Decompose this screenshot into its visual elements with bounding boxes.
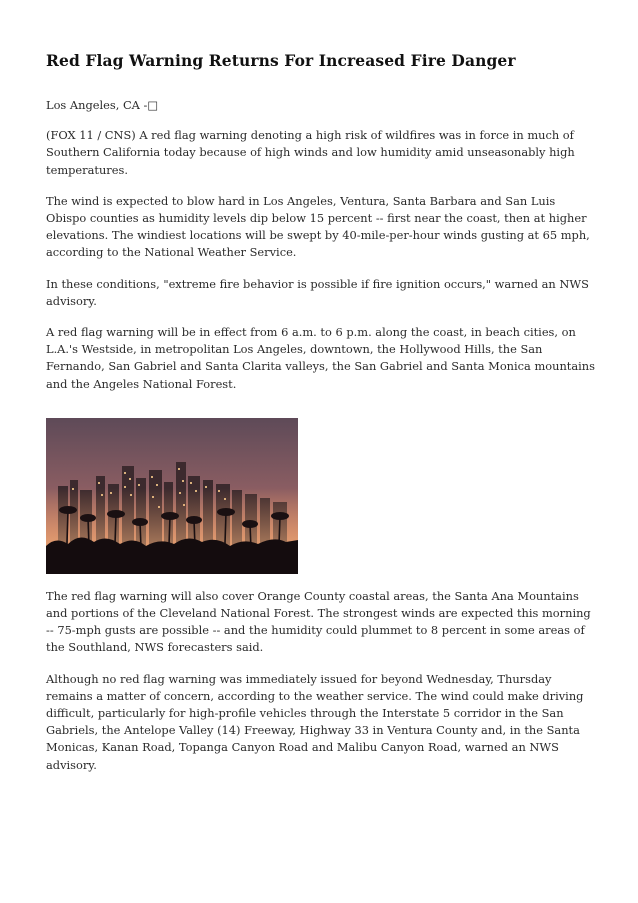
paragraph-5: The red flag warning will also cover Orange County coastal areas, the Santa Ana Mountains and portions of the Cleveland National Forest. The strongest winds are expected this morning -- 75-mph gusts are possible -- and the humidity could plummet to 8 percent in some areas of the Southland, NWS forecasters said.	[46, 588, 591, 655]
paragraph-4: A red flag warning will be in effect from 6 a.m. to 6 p.m. along the coast, in beach cities, on L.A.'s Westside, in metropolitan Los Angeles, downtown, the Hollywood Hills, the San Fernando, San Gabriel and Santa Clarita valleys, the San Gabriel and Santa Monica mountains and the Angeles National Forest.	[46, 325, 595, 391]
paragraph-2: The wind is expected to blow hard in Los Angeles, Ventura, Santa Barbara and San Luis Obispo counties as humidity levels dip below 15 percent -- first near the coast, then at higher elevations. The windiest locations will be swept by 40-mile-per-hour winds gusting at 65 mph, according to the National Weather Service.	[46, 193, 590, 260]
paragraph-1: (FOX 11 / CNS) A red flag warning denoting a high risk of wildfires was in force in much of Southern California today because of high winds and low humidity amid unseasonably high temperatures.	[46, 128, 575, 177]
skyline-image	[46, 418, 298, 574]
paragraph-3: In these conditions, "extreme fire behavior is possible if fire ignition occurs," warned an NWS advisory.	[46, 276, 589, 308]
article-title: Red Flag Warning Returns For Increased Fire Danger	[46, 51, 516, 70]
dateline: Los Angeles, CA -□	[46, 98, 159, 112]
paragraph-6: Although no red flag warning was immediately issued for beyond Wednesday, Thursday remains a matter of concern, according to the weather service. The wind could make driving difficult, particularly for high-profile vehicles through the Interstate 5 corridor in the San Gabriels, the Antelope Valley (14) Freeway, Highway 33 in Ventura County and, in the Santa Monicas, Kanan Road, Topanga Canyon Road and Malibu Canyon Road, warned an NWS advisory.	[46, 671, 584, 772]
article	[46, 50, 598, 774]
city-skyline-photo	[46, 418, 298, 574]
